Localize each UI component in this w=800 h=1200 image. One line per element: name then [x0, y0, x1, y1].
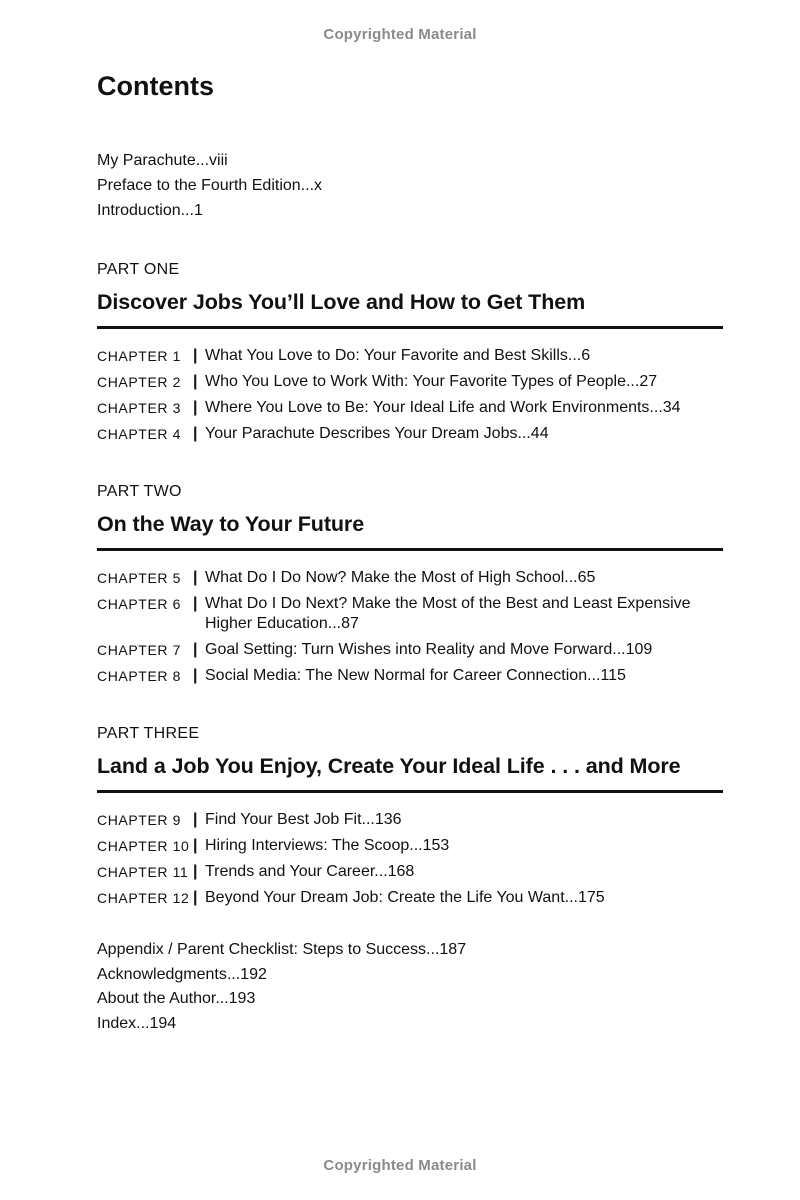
- chapter-title: Who You Love to Work With: Your Favorite Types of People...27: [205, 373, 658, 390]
- separator-bar: |: [193, 399, 198, 416]
- separator-bar: |: [193, 568, 198, 586]
- chapter-list: [97, 568, 723, 687]
- part-divider: [97, 790, 723, 793]
- front-matter-item[interactable]: My Parachute...viii: [97, 152, 228, 169]
- separator-bar: |: [193, 836, 198, 854]
- part-divider: [97, 326, 723, 329]
- chapter-entry[interactable]: [97, 836, 723, 857]
- chapter-entry[interactable]: [97, 666, 723, 687]
- part-three: [97, 723, 723, 909]
- chapter-title: Where You Love to Be: Your Ideal Life and Work Environments...34: [205, 399, 681, 416]
- chapter-entry[interactable]: [97, 640, 723, 661]
- chapter-label: CHAPTER 11: [97, 863, 189, 880]
- chapter-list: [97, 810, 723, 909]
- chapter-label: CHAPTER 9: [97, 811, 181, 828]
- chapter-label: CHAPTER 8: [97, 668, 181, 684]
- separator-bar: |: [193, 425, 198, 442]
- chapter-label: CHAPTER 10: [97, 837, 190, 854]
- chapter-entry[interactable]: [97, 346, 723, 367]
- chapter-title: Find Your Best Job Fit...136: [205, 810, 402, 828]
- part-label: PART ONE: [97, 261, 180, 278]
- front-matter-item[interactable]: Introduction...1: [97, 202, 203, 219]
- chapter-title: Beyond Your Dream Job: Create the Life You Want...175: [205, 888, 605, 906]
- back-matter-item[interactable]: About the Author...193: [97, 990, 256, 1007]
- chapter-title: What Do I Do Next? Make the Most of the Best and Least Expensive Higher Education...87: [205, 594, 691, 632]
- chapter-label: CHAPTER 6: [97, 595, 181, 612]
- chapter-label: CHAPTER 4: [97, 426, 181, 442]
- chapter-title: Trends and Your Career...168: [205, 862, 415, 880]
- chapter-label: CHAPTER 5: [97, 569, 181, 586]
- watermark-bottom: Copyrighted Material: [323, 1157, 477, 1174]
- chapter-label: CHAPTER 7: [97, 642, 181, 658]
- chapter-title: Social Media: The New Normal for Career Connection...115: [205, 667, 626, 684]
- front-matter-item[interactable]: Preface to the Fourth Edition...x: [97, 177, 323, 194]
- chapter-label: CHAPTER 3: [97, 400, 181, 416]
- part-two: [97, 481, 723, 687]
- chapter-title: Goal Setting: Turn Wishes into Reality and Move Forward...109: [205, 641, 653, 658]
- front-matter-list: [97, 148, 723, 223]
- separator-bar: |: [193, 594, 198, 612]
- chapter-entry[interactable]: [97, 888, 723, 909]
- table-of-contents: [97, 68, 723, 1036]
- watermark-top: Copyrighted Material: [323, 26, 477, 43]
- chapter-title: Hiring Interviews: The Scoop...153: [205, 836, 450, 854]
- part-label: PART THREE: [97, 724, 200, 742]
- separator-bar: |: [193, 888, 198, 906]
- chapter-entry[interactable]: [97, 810, 723, 831]
- chapter-title: What You Love to Do: Your Favorite and Best Skills...6: [205, 347, 591, 364]
- back-matter-item[interactable]: Acknowledgments...192: [97, 965, 267, 983]
- chapter-entry[interactable]: [97, 862, 723, 883]
- chapter-label: CHAPTER 1: [97, 348, 181, 364]
- separator-bar: |: [193, 862, 198, 880]
- back-matter-list: [97, 938, 723, 1036]
- page-title: Contents: [97, 71, 214, 101]
- chapter-entry[interactable]: [97, 424, 723, 445]
- chapter-title: Your Parachute Describes Your Dream Jobs...44: [205, 425, 549, 442]
- chapter-label: CHAPTER 12: [97, 889, 190, 906]
- back-matter-item[interactable]: Appendix / Parent Checklist: Steps to Success...187: [97, 941, 467, 958]
- chapter-entry[interactable]: [97, 568, 723, 589]
- separator-bar: |: [193, 667, 198, 684]
- part-title: Land a Job You Enjoy, Create Your Ideal Life . . . and More: [97, 753, 681, 778]
- separator-bar: |: [193, 373, 198, 390]
- separator-bar: |: [193, 810, 198, 828]
- chapter-list: [97, 346, 723, 445]
- chapter-title: What Do I Do Now? Make the Most of High School...65: [205, 568, 596, 586]
- part-title: Discover Jobs You’ll Love and How to Get Them: [97, 290, 586, 314]
- chapter-entry[interactable]: [97, 372, 723, 393]
- part-one: [97, 259, 723, 445]
- part-divider: [97, 548, 723, 551]
- part-title: On the Way to Your Future: [97, 511, 365, 536]
- separator-bar: |: [193, 641, 198, 658]
- back-matter-item[interactable]: Index...194: [97, 1014, 177, 1032]
- chapter-label: CHAPTER 2: [97, 374, 181, 390]
- separator-bar: |: [193, 347, 198, 364]
- part-label: PART TWO: [97, 482, 182, 500]
- chapter-entry[interactable]: [97, 594, 723, 635]
- chapter-entry[interactable]: [97, 398, 723, 419]
